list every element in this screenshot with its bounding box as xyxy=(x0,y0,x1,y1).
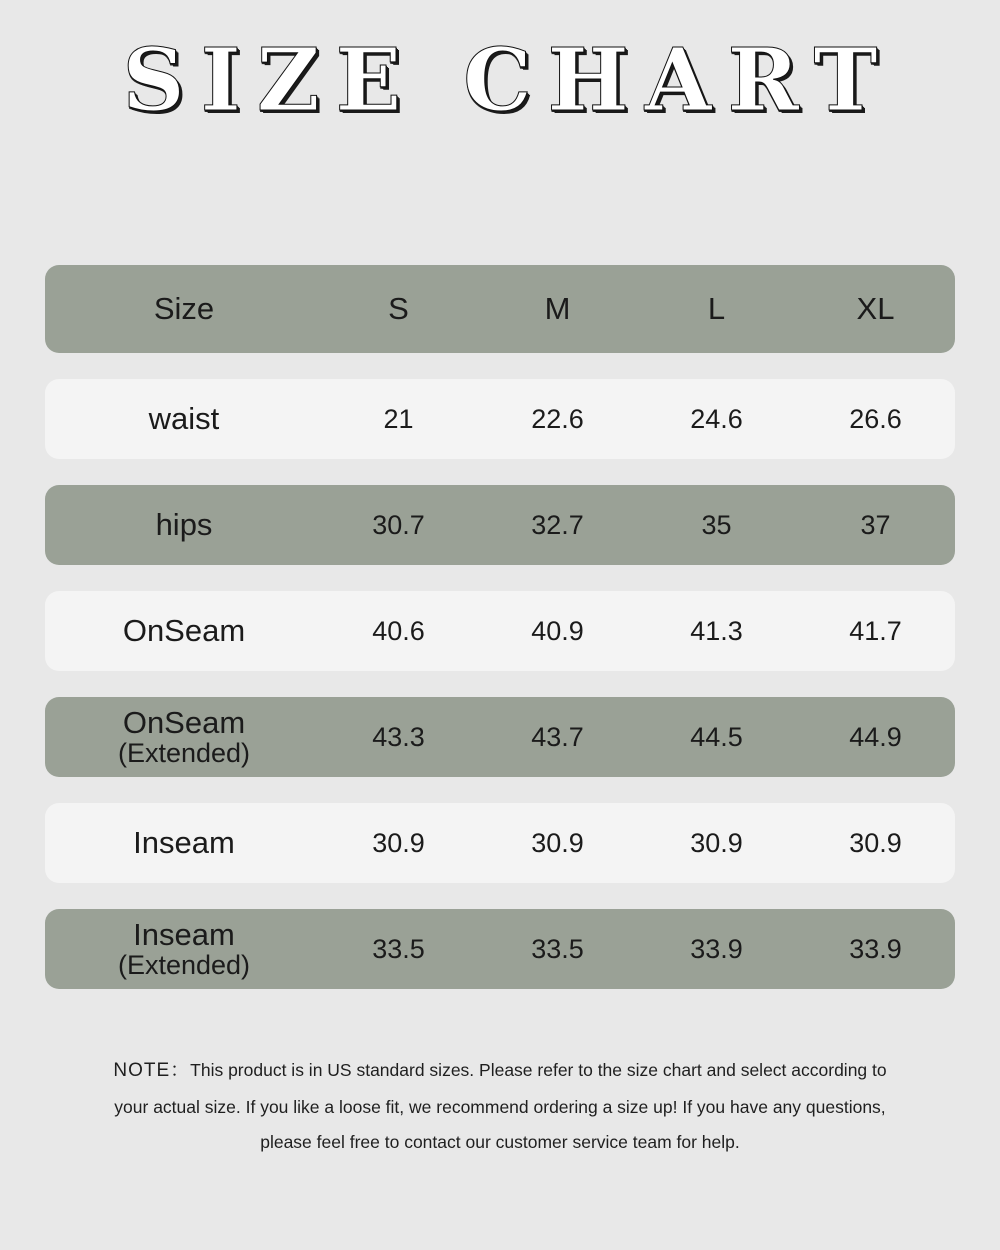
size-chart-table xyxy=(45,265,955,1015)
note-block xyxy=(100,1052,900,1160)
table-row xyxy=(45,803,955,883)
row-hips-l: 35 xyxy=(701,509,732,540)
table-header-row xyxy=(45,265,955,353)
row-label-hips: hips xyxy=(155,506,213,542)
row-waist-m: 22.6 xyxy=(531,403,584,434)
row-onseam-s: 40.6 xyxy=(372,615,425,646)
table-row xyxy=(45,909,955,989)
row-hips-xl: 37 xyxy=(860,509,891,540)
table-row xyxy=(45,697,955,777)
row-onseam-l: 41.3 xyxy=(690,615,743,646)
row-onseam-extended-m: 43.7 xyxy=(531,721,584,752)
row-onseam-extended-l: 44.5 xyxy=(690,721,743,752)
header-cell-l: L xyxy=(707,291,726,326)
row-label-waist: waist xyxy=(148,400,220,436)
row-inseam-extended-s: 33.5 xyxy=(372,933,425,964)
row-hips-s: 30.7 xyxy=(372,509,425,540)
row-onseam-xl: 41.7 xyxy=(849,615,902,646)
row-waist-s: 21 xyxy=(383,403,414,434)
note-text: This product is in US standard sizes. Please refer to the size chart and select according to your actual size. If you like a loose fit, we recommend ordering a size up! If you have any questions, please feel free to contact our customer service team for help. xyxy=(114,1060,887,1152)
note-label: NOTE： xyxy=(113,1060,191,1081)
row-inseam-l: 30.9 xyxy=(690,827,743,858)
row-label-onseam: OnSeam xyxy=(122,612,246,648)
row-waist-xl: 26.6 xyxy=(849,403,902,434)
header-cell-s: S xyxy=(388,291,409,326)
table-row xyxy=(45,485,955,565)
row-onseam-extended-s: 43.3 xyxy=(372,721,425,752)
row-onseam-extended-xl: 44.9 xyxy=(849,721,902,752)
header-cell-size: Size xyxy=(153,290,215,326)
row-waist-l: 24.6 xyxy=(690,403,743,434)
page-title-container xyxy=(0,30,1000,131)
row-label-inseam-extended: Inseam (Extended) xyxy=(117,917,251,980)
row-inseam-extended-m: 33.5 xyxy=(531,933,584,964)
row-inseam-extended-xl: 33.9 xyxy=(849,933,902,964)
table-row xyxy=(45,591,955,671)
row-onseam-m: 40.9 xyxy=(531,615,584,646)
row-hips-m: 32.7 xyxy=(531,509,584,540)
header-cell-m: M xyxy=(544,291,571,326)
header-cell-xl: XL xyxy=(856,291,895,326)
row-label-inseam: Inseam xyxy=(133,824,235,860)
table-row xyxy=(45,379,955,459)
row-inseam-extended-l: 33.9 xyxy=(690,933,743,964)
row-label-onseam-extended: OnSeam (Extended) xyxy=(117,705,251,768)
row-inseam-m: 30.9 xyxy=(531,827,584,858)
row-inseam-s: 30.9 xyxy=(372,827,425,858)
row-inseam-xl: 30.9 xyxy=(849,827,902,858)
page-title: SIZE CHART xyxy=(122,30,894,131)
